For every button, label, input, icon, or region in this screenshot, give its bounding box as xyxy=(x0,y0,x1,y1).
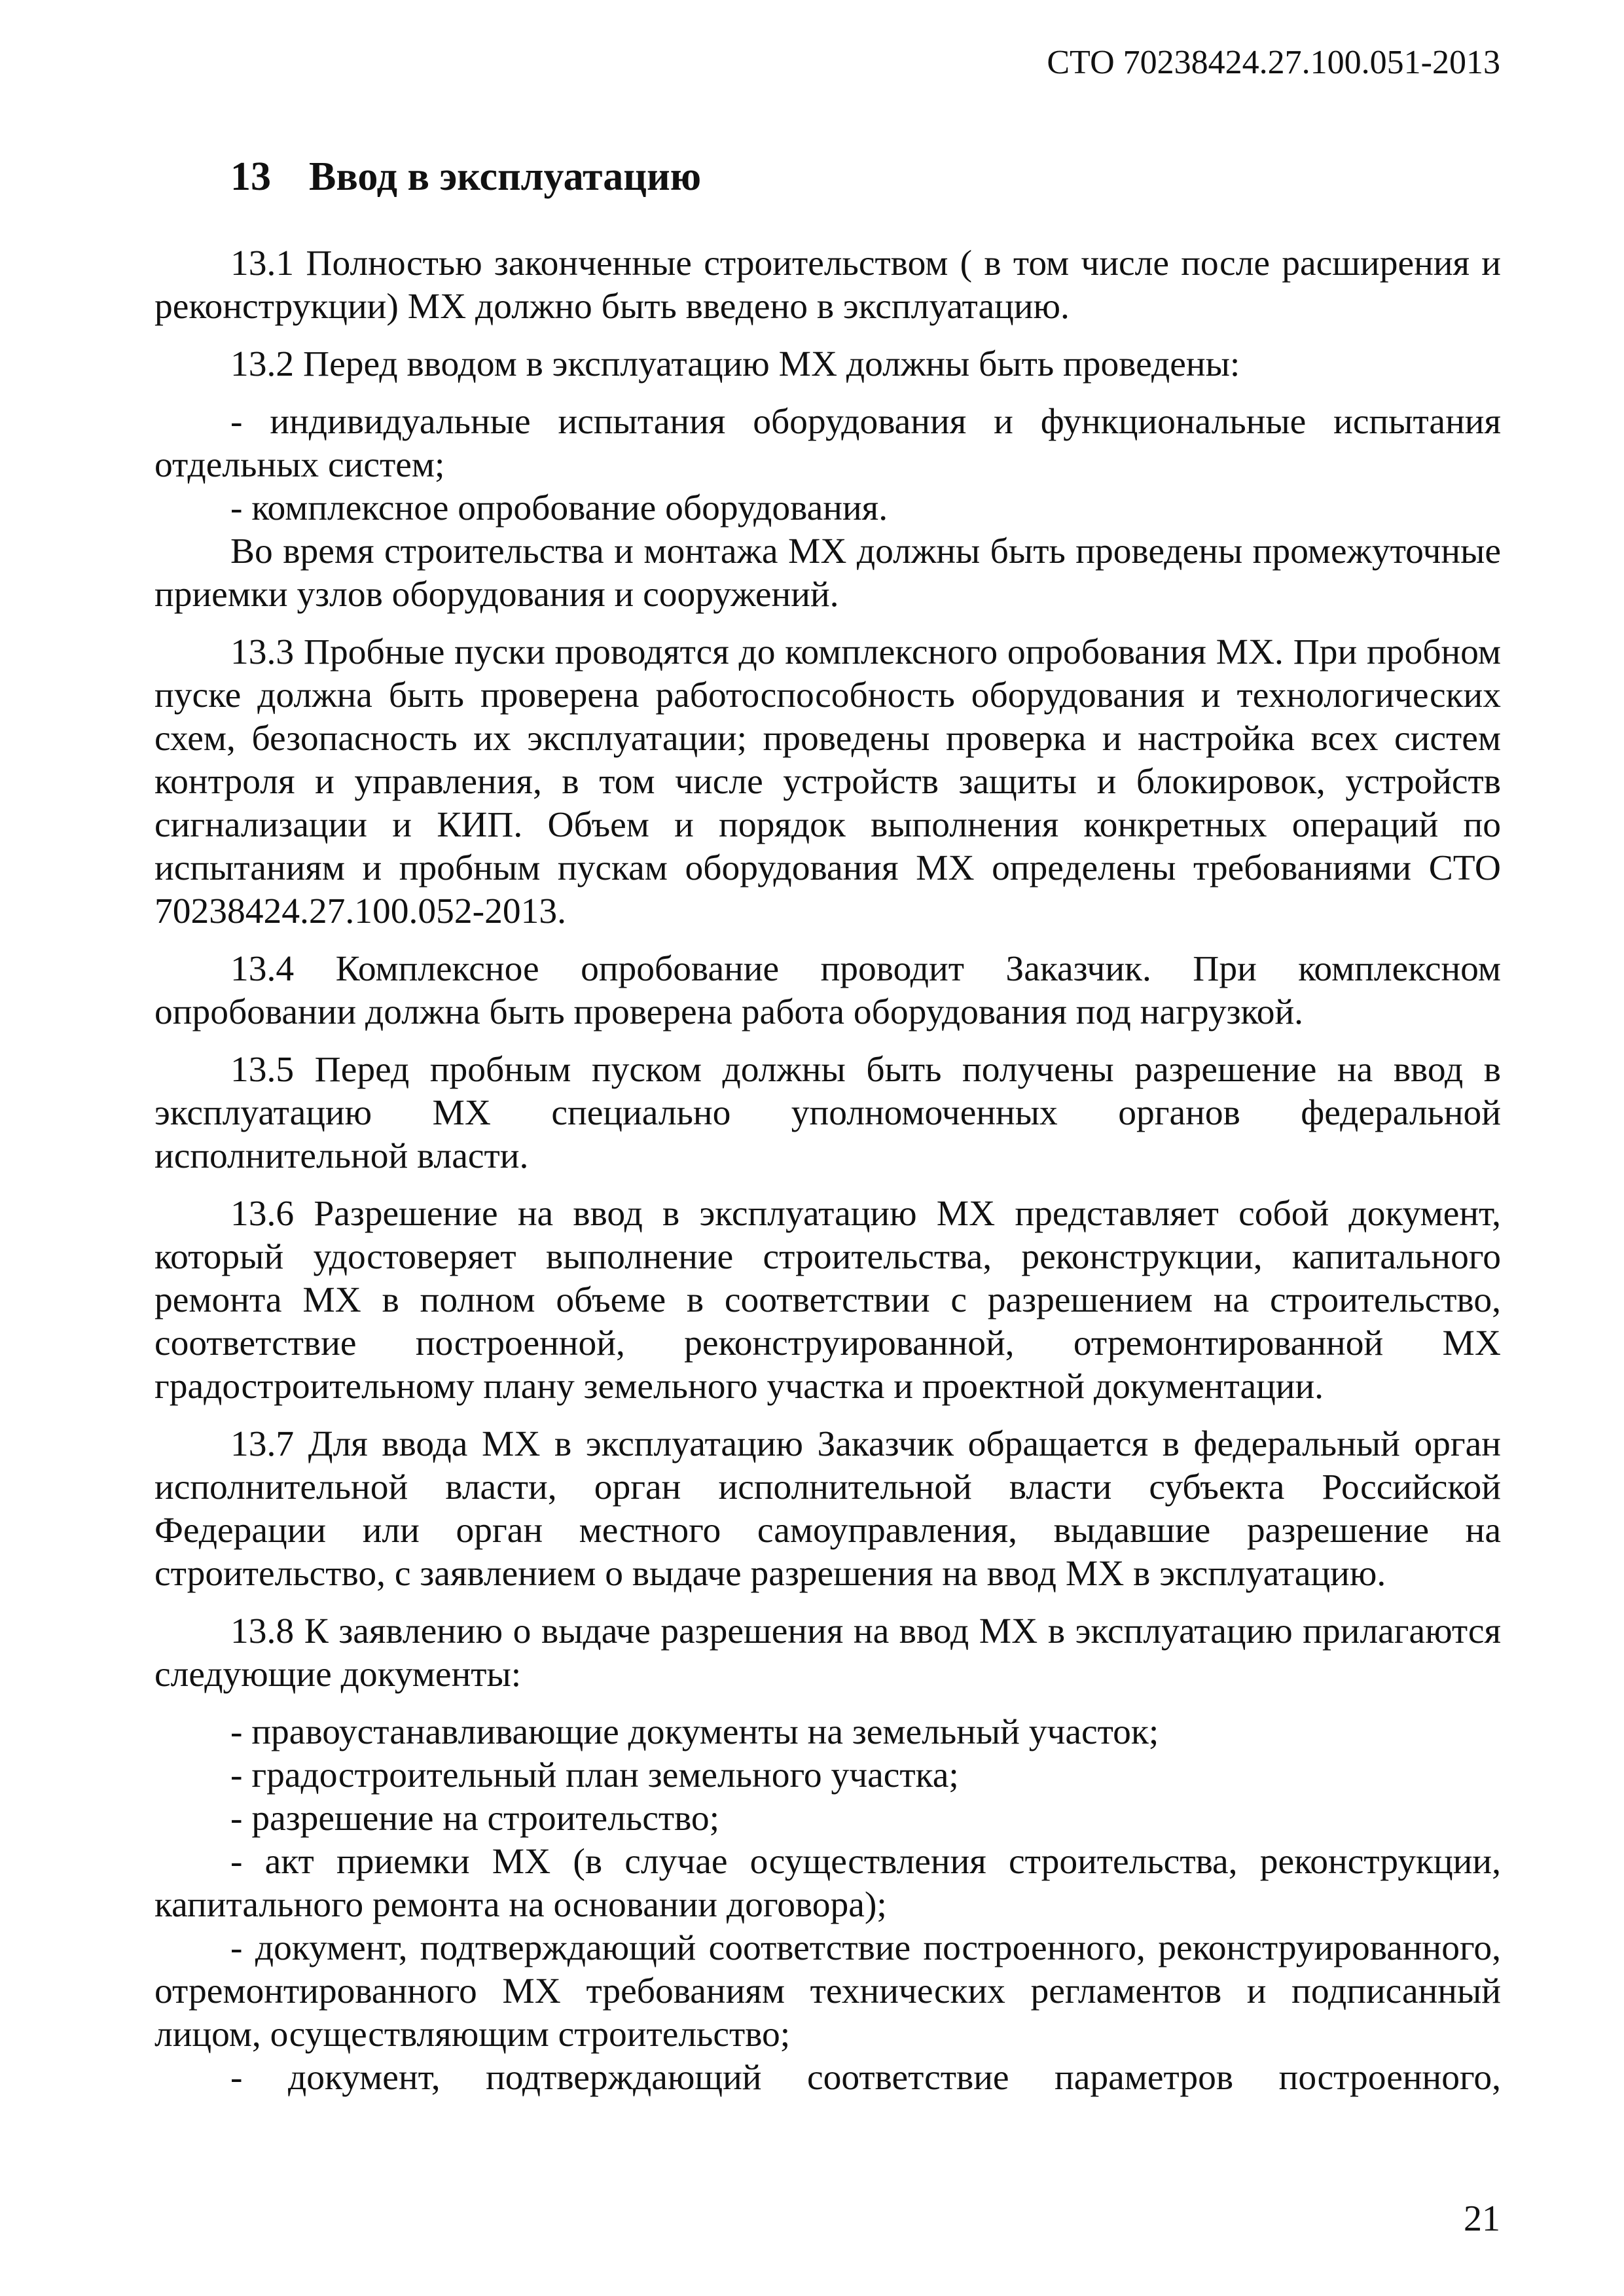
section-title: Ввод в эксплуатацию xyxy=(309,154,702,199)
list-item: - документ, подтверждающий соответствие построенного, реконструированного, отремонтированного МХ требованиям технических регламентов и подписанный лицом, осуществляющим строительство; xyxy=(154,1928,1501,2054)
paragraph-13-1: 13.1 Полностью законченные строительством ( в том числе после расширения и реконструкции) МХ должно быть введено в эксплуатацию. xyxy=(154,243,1501,327)
paragraph-13-3: 13.3 Пробные пуски проводятся до комплексного опробования МХ. При пробном пуске должна быть проверена работоспособность оборудования и технологических схем, безопасность их эксплуатации; проведены проверка и настройка всех систем контроля и управления, в том числе устройств защиты и блокировок, устройств сигнализации и КИП. Объем и порядок выполнения конкретных операций по испытаниям и пробным пускам оборудования МХ определены требованиями СТО 70238424.27.100.052-2013. xyxy=(154,632,1501,931)
document-code: СТО 70238424.27.100.051-2013 xyxy=(1047,44,1500,81)
paragraph-13-8: 13.8 К заявлению о выдаче разрешения на ввод МХ в эксплуатацию прилагаются следующие документы: xyxy=(154,1611,1501,1695)
paragraph-13-5: 13.5 Перед пробным пуском должны быть получены разрешение на ввод в эксплуатацию МХ специально уполномоченных органов федеральной исполнительной власти. xyxy=(154,1050,1501,1176)
paragraph-13-6: 13.6 Разрешение на ввод в эксплуатацию МХ представляет собой документ, который удостоверяет выполнение строительства, реконструкции, капитального ремонта МХ в полном объеме в соответствии с разрешением на строительство, соответствие построенной, реконструированной, отремонтированной МХ градостроительному плану земельного участка и проектной документации. xyxy=(154,1194,1501,1407)
paragraph-13-2: 13.2 Перед вводом в эксплуатацию МХ должны быть проведены: xyxy=(230,344,1240,384)
list-item: - комплексное опробование оборудования. xyxy=(230,488,888,528)
list-item: - индивидуальные испытания оборудования и функциональные испытания отдельных систем; xyxy=(154,402,1501,485)
list-item: - разрешение на строительство; xyxy=(230,1799,720,1839)
page-number: 21 xyxy=(1464,2198,1500,2239)
paragraph-intermediate-acceptance: Во время строительства и монтажа МХ должны быть проведены промежуточные приемки узлов оборудования и сооружений. xyxy=(154,531,1501,615)
list-item: - документ, подтверждающий соответствие параметров построенного, xyxy=(230,2058,1501,2098)
list-item: - акт приемки МХ (в случае осуществления строительства, реконструкции, капитального ремонта на основании договора); xyxy=(154,1842,1501,1925)
section-heading xyxy=(230,152,701,202)
paragraph-13-7: 13.7 Для ввода МХ в эксплуатацию Заказчик обращается в федеральный орган исполнительной власти, орган исполнительной власти субъекта Российской Федерации или орган местного самоуправления, выдавшие разрешение на строительство, с заявлением о выдаче разрешения на ввод МХ в эксплуатацию. xyxy=(154,1424,1501,1594)
paragraph-13-4: 13.4 Комплексное опробование проводит Заказчик. При комплексном опробовании должна быть проверена работа оборудования под нагрузкой. xyxy=(154,949,1501,1032)
list-item: - градостроительный план земельного участка; xyxy=(230,1755,959,1795)
section-body xyxy=(154,242,1501,2100)
section-number: 13 xyxy=(230,154,271,199)
list-item: - правоустанавливающие документы на земельный участок; xyxy=(230,1712,1159,1752)
